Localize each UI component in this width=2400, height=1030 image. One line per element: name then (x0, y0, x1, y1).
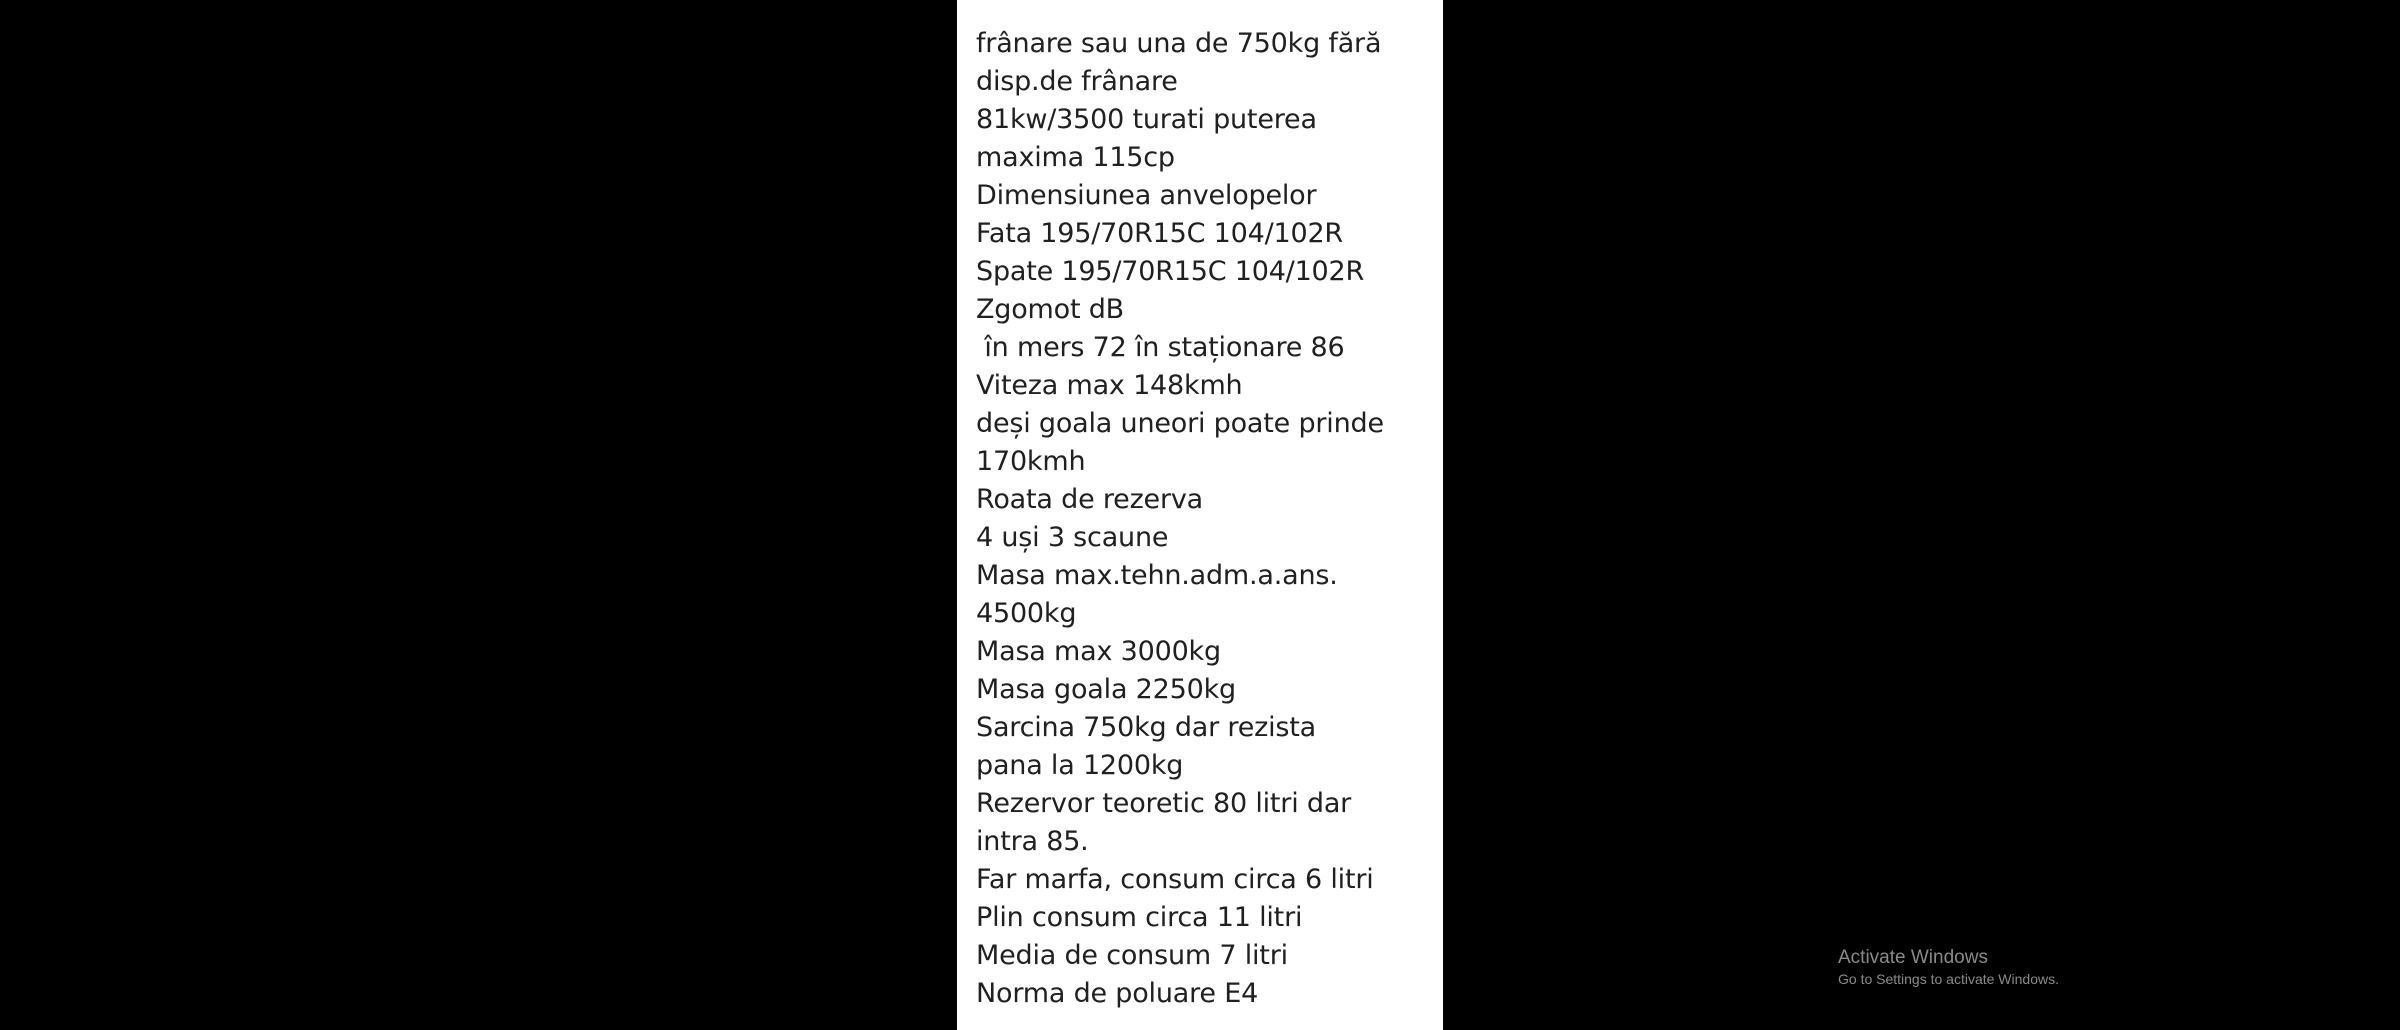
note-line: 81kw/3500 turati puterea (976, 104, 1317, 135)
note-line: 4 uși 3 scaune (976, 522, 1169, 553)
note-line: Plin consum circa 11 litri (976, 902, 1303, 933)
note-line: Media de consum 7 litri (976, 940, 1288, 971)
activate-windows-watermark (1838, 946, 2158, 988)
note-line: Masa max 3000kg (976, 636, 1221, 667)
note-line: Masa max.tehn.adm.a.ans. (976, 560, 1338, 591)
note-line: Sarcina 750kg dar rezista (976, 712, 1317, 743)
note-line: în mers 72 în staționare 86 (976, 332, 1345, 363)
note-line: Rezervor teoretic 80 litri dar (976, 788, 1352, 819)
note-screenshot-panel (957, 0, 1443, 1030)
note-line: Far marfa, consum circa 6 litri (976, 864, 1374, 895)
note-line: intra 85. (976, 826, 1089, 857)
note-line: Zgomot dB (976, 294, 1125, 325)
note-line: Fata 195/70R15C 104/102R (976, 218, 1343, 249)
note-line: frânare sau una de 750kg fără (976, 28, 1382, 59)
note-line: disp.de frânare (976, 66, 1178, 97)
note-line: pana la 1200kg (976, 750, 1184, 781)
note-line: Dimensiunea anvelopelor (976, 180, 1317, 211)
note-line: Masa goala 2250kg (976, 674, 1236, 705)
note-line: Roata de rezerva (976, 484, 1203, 515)
note-line: Spate 195/70R15C 104/102R (976, 256, 1365, 287)
watermark-title: Activate Windows (1838, 947, 1988, 968)
watermark-subtitle: Go to Settings to activate Windows. (1838, 971, 2059, 987)
note-line: deși goala uneori poate prinde (976, 408, 1384, 439)
note-line: Viteza max 148kmh (976, 370, 1243, 401)
note-line: maxima 115cp (976, 142, 1175, 173)
note-line: Norma de poluare E4 (976, 978, 1259, 1009)
note-line: 170kmh (976, 446, 1086, 477)
note-line: 4500kg (976, 598, 1077, 629)
note-text-lines (976, 25, 1436, 1013)
